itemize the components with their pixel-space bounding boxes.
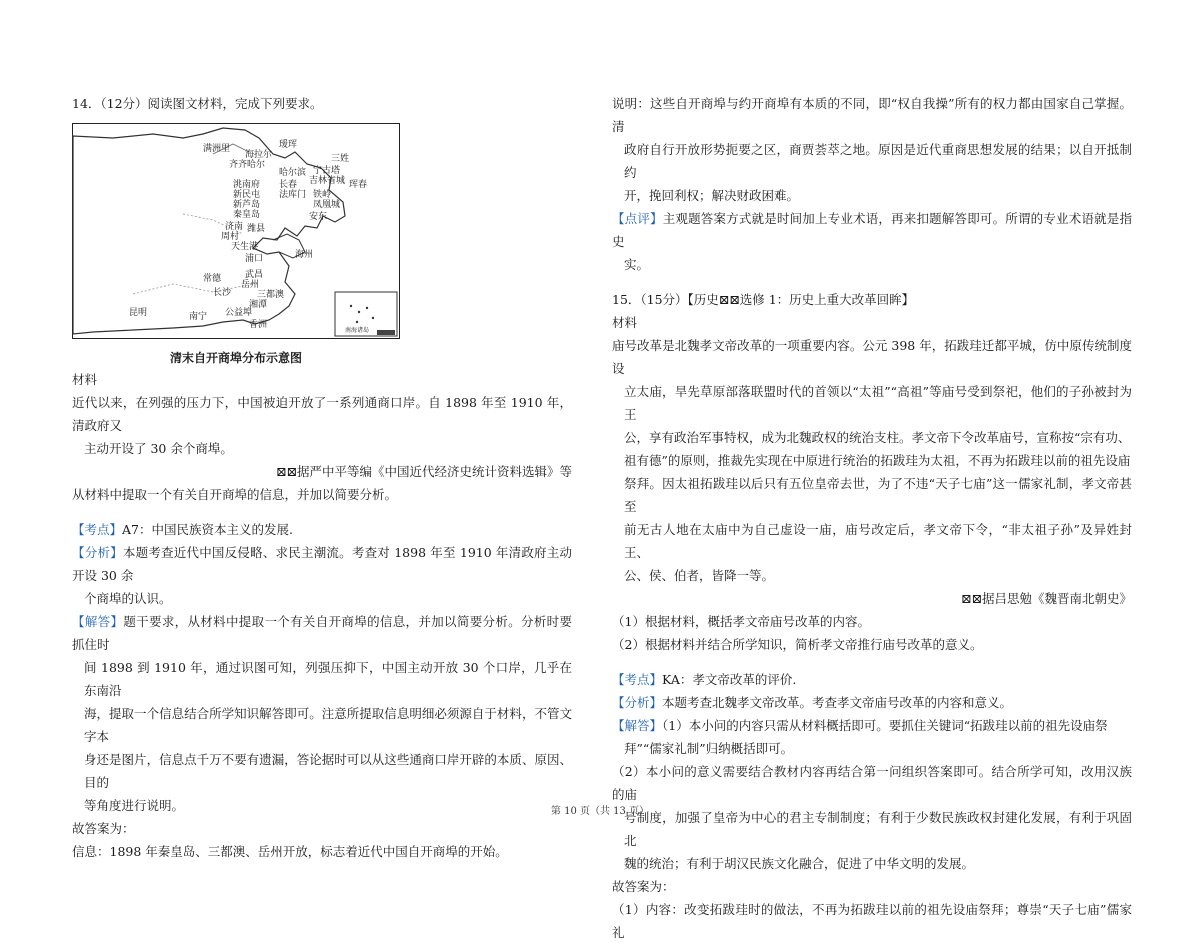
material-text: 近代以来，在列强的压力下，中国被迫开放了一系列通商口岸。自 1898 年至 1910 年，清政府又 bbox=[72, 395, 572, 433]
map-label: 香洲 bbox=[249, 320, 268, 330]
map-label: 铁岭 bbox=[313, 190, 332, 200]
shuoming-text: 开，挽回利权；解决财政困难。 bbox=[624, 188, 800, 203]
map-label: 海拉尔 bbox=[245, 150, 273, 160]
map-label: 珲春 bbox=[349, 180, 368, 190]
map-label: 常德 bbox=[203, 274, 222, 284]
map-label: 满洲里 bbox=[203, 144, 231, 154]
map-label: 吉林省城 bbox=[309, 176, 346, 186]
jieda-text: 身还是图片，信息点千万不要有遗漏，答论据时可以从这些通商口岸开辟的本质、原因、目的 bbox=[84, 752, 572, 790]
map-label: 浦口 bbox=[245, 254, 264, 264]
kaodian-tag: 【考点】 bbox=[72, 522, 123, 537]
kaodian-line bbox=[72, 518, 572, 541]
shuoming-text: 说明：这些自开商埠与约开商埠有本质的不同，即“权自我操”所有的权力都由国家自己掌握。清 bbox=[612, 96, 1132, 134]
jieda-text: 间 1898 到 1910 年，通过识图可知，列强压抑下，中国主动开放 30 个口岸，几乎在东南沿 bbox=[84, 660, 572, 698]
map-label: 新芦岛 bbox=[233, 200, 261, 210]
map-label: 新民屯 bbox=[233, 190, 261, 200]
answer-info: 信息：1898 年秦皇岛、三都澳、岳州开放，标志着近代中国自开商埠的开始。 bbox=[72, 844, 508, 859]
jieda-text: （2）本小问的意义需要结合教材内容再结合第一问组织答案即可。结合所学可知，改用汉族的庙 bbox=[612, 764, 1132, 802]
map-label: 湘潭 bbox=[249, 300, 268, 310]
answer-text: （1）内容：改变拓跋珪时的做法，不再为拓跋珪以前的祖先设庙祭拜；尊崇“天子七庙”儒家礼 bbox=[612, 902, 1132, 940]
page-footer: 第 10 页（共 13 页） bbox=[550, 806, 650, 817]
material-text: 祭拜。因太祖拓跋珪以后只有五位皇帝去世，为了不违“天子七庙”这一儒家礼制，孝文帝甚至 bbox=[624, 476, 1132, 514]
map-label: 三姓 bbox=[331, 154, 350, 164]
map-label: 安东 bbox=[309, 212, 328, 222]
material-text: 前无古人地在太庙中为自己虚设一庙，庙号改定后，孝文帝下令，“非太祖子孙”及异姓封王、 bbox=[624, 522, 1132, 560]
fenxi-text: 本题考查近代中国反侵略、求民主潮流。考查对 1898 年至 1910 年清政府主动开设 30 余 bbox=[72, 545, 572, 583]
map-label: 南宁 bbox=[189, 312, 208, 322]
map-caption: 清末自开商埠分布示意图 bbox=[169, 351, 302, 365]
fenxi-line bbox=[72, 541, 572, 587]
dianping-text: 实。 bbox=[624, 257, 650, 272]
fenxi-tag: 【分析】 bbox=[612, 695, 663, 710]
material-text: 主动开设了 30 余个商埠。 bbox=[84, 441, 233, 456]
material-label: 材料 bbox=[612, 315, 638, 330]
shuoming-text: 政府自行开放形势扼要之区，商贾荟萃之地。原因是近代重商思想发展的结果；以自开抵制约 bbox=[624, 142, 1132, 180]
map-label: 潍县 bbox=[247, 224, 266, 234]
map-label: 南海诸岛 bbox=[345, 327, 370, 334]
jieda-line bbox=[72, 610, 572, 656]
map-label: 济南 bbox=[225, 222, 244, 232]
jieda-tag: 【解答】 bbox=[612, 718, 663, 733]
fenxi-text: 本题考查北魏孝文帝改革。考查孝文帝庙号改革的内容和意义。 bbox=[662, 695, 1013, 710]
kaodian-tag: 【考点】 bbox=[612, 672, 663, 687]
fenxi-tag: 【分析】 bbox=[72, 545, 123, 560]
dianping-text: 主观题答案方式就是时间加上专业术语，再来扣题解答即可。所谓的专业术语就是指史 bbox=[612, 211, 1132, 249]
map-label: 周村 bbox=[221, 232, 240, 242]
map-label: 洮南府 bbox=[233, 180, 261, 190]
material-source: ⊠⊠据吕思勉《魏晋南北朝史》 bbox=[961, 591, 1132, 606]
map-label: 岳州 bbox=[241, 280, 260, 290]
answer-label: 故答案为： bbox=[72, 821, 135, 836]
map-label: 齐齐哈尔 bbox=[229, 160, 266, 170]
jieda-line bbox=[612, 714, 1132, 737]
kaodian-text: A7：中国民族资本主义的发展. bbox=[122, 522, 293, 537]
jieda-text: 等角度进行说明。 bbox=[84, 798, 185, 813]
map-labels bbox=[73, 124, 401, 340]
fenxi-text: 个商埠的认识。 bbox=[84, 591, 172, 606]
map-label: 三都澳 bbox=[257, 290, 285, 300]
left-column bbox=[72, 92, 572, 863]
material-text: 庙号改革是北魏孝文帝改革的一项重要内容。公元 398 年，拓跋珪迁都平城，仿中原传统制度设 bbox=[612, 338, 1132, 376]
jieda-text: 海，提取一个信息结合所学知识解答即可。注意所提取信息明细必须源自于材料，不管文字本 bbox=[84, 706, 572, 744]
jieda-text: （1）本小问的内容只需从材料概括即可。要抓住关键词“拓跋珪以前的祖先设庙祭 bbox=[662, 718, 1108, 733]
dianping-tag: 【点评】 bbox=[612, 211, 663, 226]
map-figure bbox=[72, 123, 400, 339]
map-label: 昆明 bbox=[129, 308, 148, 318]
dianping-line bbox=[612, 207, 1132, 253]
question-text: 从材料中提取一个有关自开商埠的信息，并加以简要分析。 bbox=[72, 487, 398, 502]
jieda-text: 魏的统治；有利于胡汉民族文化融合，促进了中华文明的发展。 bbox=[624, 856, 975, 871]
map-label: 哈尔滨 bbox=[279, 168, 307, 178]
answer-label: 故答案为： bbox=[612, 879, 675, 894]
map-label: 秦皇岛 bbox=[233, 210, 261, 220]
sub-question-2: （2）根据材料并结合所学知识，简析孝文帝推行庙号改革的意义。 bbox=[612, 637, 983, 652]
kaodian-text: KA：孝文帝改革的评价. bbox=[662, 672, 797, 687]
map-label: 长春 bbox=[279, 180, 298, 190]
map-label: 天生港 bbox=[231, 242, 259, 252]
material-text: 祖有德”的原则，推裁先实现在中原进行统治的拓跋珪为太祖，不再为拓跋珪以前的祖先设庙 bbox=[624, 453, 1131, 468]
material-text: 公，享有政治军事特权，成为北魏政权的统治支柱。孝文帝下令改革庙号，宣称按“宗有功、 bbox=[624, 430, 1131, 445]
question-15-title: 15．（15分）【历史⊠⊠选修 1：历史上重大改革回眸】 bbox=[612, 292, 915, 307]
map-label: 宁古塔 bbox=[313, 166, 341, 176]
kaodian-line bbox=[612, 668, 1132, 691]
material-source: ⊠⊠据严中平等编《中国近代经济史统计资料选辑》等 bbox=[276, 464, 572, 479]
jieda-text: 拜”“儒家礼制”归纳概括即可。 bbox=[624, 741, 794, 756]
question-14-title: 14．（12分）阅读图文材料，完成下列要求。 bbox=[72, 96, 323, 111]
material-label: 材料 bbox=[72, 372, 98, 387]
jieda-tag: 【解答】 bbox=[72, 614, 124, 629]
map-label: 长沙 bbox=[213, 288, 232, 298]
map-label: 瑷珲 bbox=[279, 140, 298, 150]
jieda-text: 题干要求，从材料中提取一个有关自开商埠的信息，并加以简要分析。分析时要抓住时 bbox=[72, 614, 572, 652]
fenxi-line bbox=[612, 691, 1132, 714]
material-text: 公、侯、伯者，皆降一等。 bbox=[624, 568, 775, 583]
map-label: 公益埠 bbox=[225, 308, 253, 318]
map-label: 法库门 bbox=[279, 190, 307, 200]
map-label: 海州 bbox=[295, 250, 314, 260]
map-label: 武昌 bbox=[245, 270, 264, 280]
sub-question-1: （1）根据材料，概括孝文帝庙号改革的内容。 bbox=[612, 614, 870, 629]
map-label: 凤凰城 bbox=[313, 200, 341, 210]
jieda-text: 号制度，加强了皇帝为中心的君主专制制度；有利于少数民族政权封建化发展，有利于巩固北 bbox=[624, 810, 1132, 848]
material-text: 立太庙，旱先草原部落联盟时代的首领以“太祖”“高祖”等庙号受到祭祀，他们的子孙被封为王 bbox=[624, 384, 1132, 422]
